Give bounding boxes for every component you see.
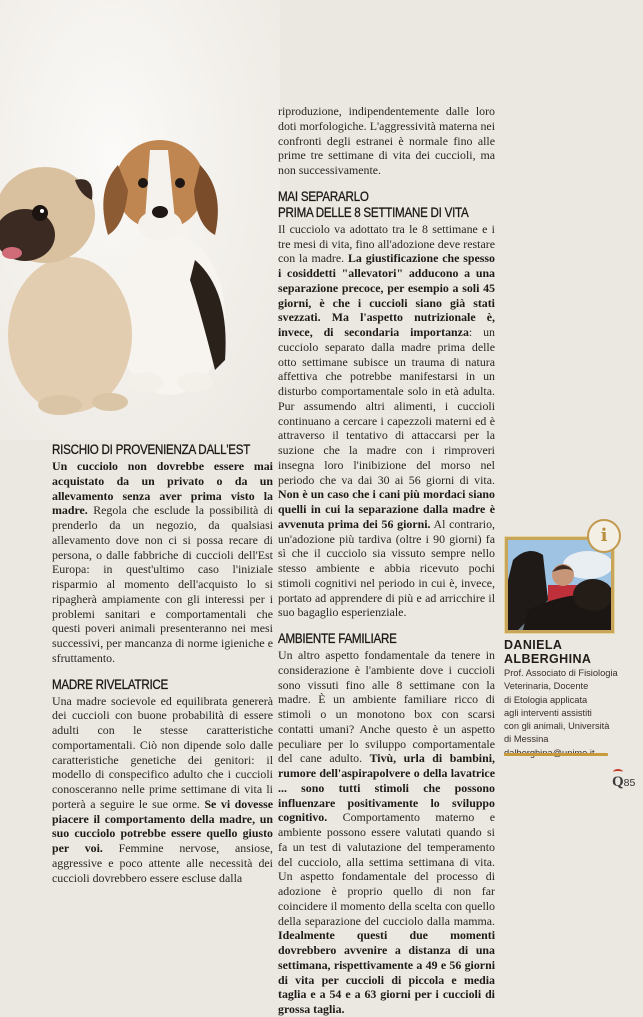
body-text: Regola che esclude la possibilità di prenderlo da un negozio, da qualsiasi allevamento dove non ci si possa recare di persona, o dalle fabbriche di cuccioli dell'Est Europa: in quest'ultimo caso l'iniziale risparmio al momento dell'acquisto lo si ripagherà ampiamente con gli interessi per i problemi sanitari e comportamentali che questi poveri animali presenteranno nei mesi successivi, per mancanza di norme igieniche e sfruttamento. xyxy=(52,503,273,665)
author-name xyxy=(504,638,591,666)
heading-mai-separarlo: MAI SEPARARLO xyxy=(278,188,369,204)
bio-line: agli interventi assistiti xyxy=(504,707,592,718)
divider xyxy=(504,753,608,756)
left-column xyxy=(52,443,273,885)
author-first-name: DANIELA xyxy=(504,638,563,652)
info-icon: i xyxy=(587,519,621,553)
heading-ambiente-familiare: AMBIENTE FAMILIARE xyxy=(278,631,397,646)
body-text: Il cucciolo va adottato tra le 8 settimane e i tre mesi di vita, fino all'adozione deve restare con la madre. xyxy=(278,221,495,266)
bio-line: Prof. Associato di Fisiologia xyxy=(504,668,618,678)
bold-text: La giustificazione che spesso i cosiddetti "allevatori" adducono a una separazione precoce, per esempio a soli 45 giorni, è che i cuccioli siano già stati svezzati. Ma l'aspetto nutrizionale è, invece, di secondaria importanza xyxy=(278,251,495,339)
bold-text: Se vi dovesse piacere il comportamento della madre, un suo cucciolo potrebbe essere quello giusto per voi. xyxy=(52,796,273,855)
bold-text: Non è un caso che i cani più mordaci siano quelli in cui la separazione dalla madre è avvenuta prima dei 56 giorni. xyxy=(278,487,495,531)
body-text: Femmine nervose, ansiose, aggressive e poco attente alle necessità dei cuccioli dovrebbero essere escluse dalla xyxy=(52,841,274,885)
bio-line: Veterinaria, Docente xyxy=(504,681,589,692)
author-bio xyxy=(504,667,639,760)
body-text: Una madre socievole ed equilibrata genererà dei cuccioli con buone probabilità di essere adulti con le stesse caratteristiche comportamentali. Ciò non dipende solo dalle caratteristiche genetiche dei genitori: il modello di conspecifico adulto che i cuccioli conosceranno nelle prime settimane di vita li porterà a seguire le sue orme. xyxy=(52,693,273,811)
bold-text: Tivù, urla di bambini, rumore dell'aspirapolvere o della lavatrice ... sono tutti stimoli che possono influenzare positivamente lo sviluppo cognitivo. xyxy=(278,751,495,825)
heading-rischio-provenienza: RISCHIO DI PROVENIENZA DALL'EST xyxy=(52,442,251,457)
body-text: Comportamento materno e ambiente possono essere valutati quando si fa un test di valutazione del temperamento del cucciolo, alla settima settimana di vita. Un aspetto fondamentale del processo di adozione è proprio quello di non far coincidere il momento della scelta con quello della separazione del cucciolo dalla mamma. xyxy=(278,810,495,928)
bio-line: di Etologia applicata xyxy=(504,694,588,705)
body-text: Al contrario, un'adozione più tardiva (oltre i 90 giorni) fa sì che il cucciolo sia vissuto sempre nello stesso ambiente e abbia ricevuto pochi stimoli cognitivi nel periodo in cui è, invece, portato ad apprendere di più e ad arricchire il suo bagaglio esperienziale. xyxy=(278,516,495,620)
body-text: Un altro aspetto fondamentale da tenere in considerazione è l'ambiente dove i cuccioli sono vissuti fino alle 8 settimane con la madre. È un ambiente familiare ricco di stimoli o un monotono box con scarsi contatti umani? Anche questo è un aspetto peculiare per lo sviluppo comportamentale del cane adulto. xyxy=(278,648,495,766)
puppies-illustration xyxy=(0,120,260,430)
page-number-value: 85 xyxy=(623,777,636,789)
body-text: : un cucciolo separato dalla madre prima delle otto settimane subisce un trauma di natura affettiva che potrebbe manifestarsi in un disturbo comportamentale solo in età adulta. Pur assumendo altri alimenti, i cuccioli continuano a cercare i capezzoli materni ed è attraverso il tentativo di attaccarsi per la suzione che la madre con i rimproveri insegna loro l'inibizione del morso nel periodo che va dai 30 ai 56 giorni di vita. xyxy=(278,325,495,487)
paragraph-ambiente xyxy=(278,648,495,1017)
middle-column xyxy=(278,104,495,1017)
bio-line: con gli animali, Università xyxy=(504,721,610,732)
bio-line: di Messina xyxy=(504,734,549,745)
crown-icon xyxy=(613,769,623,775)
magazine-logo: Q xyxy=(612,774,624,790)
page-number xyxy=(612,774,635,791)
heading-prima-delle-8-settimane: PRIMA DELLE 8 SETTIMANE DI VITA xyxy=(278,204,469,220)
heading-madre-rivelatrice: MADRE RIVELATRICE xyxy=(52,676,169,692)
bold-text: Idealmente questi due momenti dovrebbero avvenire a distanza di una settimana, rispettivamente a 49 e 56 giorni di vita per cuccioli di piccola e media taglia e a 54 e a 63 giorni per i cuccioli di grossa taglia. xyxy=(278,928,495,1016)
bold-intro: Un cucciolo non dovrebbe essere mai acquistato da un privato o da un allevamento senza aver prima visto la madre. xyxy=(52,459,273,518)
paragraph-madre xyxy=(52,694,273,886)
author-last-name: ALBERGHINA xyxy=(504,652,592,666)
paragraph-separazione xyxy=(278,222,495,620)
paragraph-rischio xyxy=(52,459,273,666)
paragraph-continuation: riproduzione, indipendentemente dalle loro doti morfologiche. L'aggressività materna nei confronti degli estranei è normale fino alle prime tre settimane di vita dei cuccioli, ma non successivamente. xyxy=(278,104,495,177)
